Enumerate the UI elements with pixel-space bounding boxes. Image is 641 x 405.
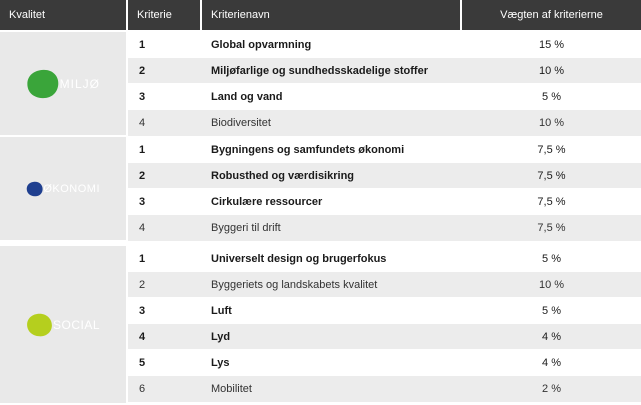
kriterie-num: 1 — [139, 143, 146, 156]
kriterie-name: Cirkulære ressourcer — [211, 195, 323, 208]
okonomi-blob-icon — [26, 155, 43, 223]
kriterie-name: Land og vand — [211, 90, 283, 103]
social-badge — [26, 291, 100, 359]
kriterie-pct: 7,5 % — [537, 169, 566, 182]
social-label: SOCIAL — [52, 317, 100, 332]
table-row — [128, 298, 641, 324]
kriterie-pct: 10 % — [538, 117, 565, 129]
kriterie-num: 4 — [139, 117, 146, 129]
header-kriterienavn: Kriterienavn — [202, 0, 460, 30]
kriterie-name: Byggeriets og landskabets kvalitet — [211, 278, 378, 291]
quality-cell — [0, 137, 126, 240]
kriterie-pct: 2 % — [542, 383, 561, 395]
table-row — [128, 246, 641, 272]
kriterie-pct: 4 % — [542, 356, 561, 369]
kriterie-pct: 7,5 % — [537, 195, 566, 208]
kriterie-name: Miljøfarlige og sundhedsskadelige stoffer — [211, 64, 428, 77]
table-row — [128, 324, 641, 350]
okonomi-label: ØKONOMI — [43, 182, 100, 195]
kriterie-num: 2 — [139, 278, 146, 291]
header-vaegt: Vægten af kriterierne — [462, 0, 641, 30]
kriterie-pct: 10 % — [538, 278, 565, 291]
kriterie-name: Lyd — [211, 330, 231, 343]
kriterie-num: 1 — [139, 38, 146, 51]
kriterie-num: 4 — [139, 222, 146, 234]
group-okonomi — [0, 137, 641, 241]
kriterie-num: 6 — [139, 383, 146, 395]
kriterie-name: Universelt design og brugerfokus — [211, 252, 387, 265]
social-blob-icon — [26, 291, 53, 359]
kriterie-name: Robusthed og værdisikring — [211, 169, 355, 182]
okonomi-badge — [26, 155, 100, 223]
kriterie-pct: 5 % — [542, 252, 561, 265]
kriterie-name: Luft — [211, 304, 232, 317]
kriterie-name: Biodiversitet — [211, 117, 271, 129]
table-row — [128, 189, 641, 215]
kriterie-num: 3 — [139, 90, 146, 103]
kriterie-num: 2 — [139, 169, 146, 182]
group-rows — [128, 32, 641, 136]
table-header — [0, 0, 641, 30]
table-row — [128, 215, 641, 241]
table-row — [128, 84, 641, 110]
miljo-label: MILJØ — [59, 76, 100, 91]
kriterie-pct: 5 % — [542, 304, 561, 317]
miljo-badge — [26, 50, 100, 118]
group-rows — [128, 246, 641, 403]
table-row — [128, 58, 641, 84]
kriterie-num: 2 — [139, 64, 146, 77]
miljo-blob-icon — [26, 50, 60, 118]
kriterie-name: Byggeri til drift — [211, 222, 281, 234]
group-social — [0, 246, 641, 403]
header-kriterie: Kriterie — [128, 0, 200, 30]
header-kvalitet: Kvalitet — [0, 0, 126, 30]
kriterie-pct: 5 % — [542, 90, 561, 103]
quality-cell — [0, 32, 126, 135]
kriterie-name: Global opvarmning — [211, 38, 312, 51]
table-row — [128, 350, 641, 376]
table-row — [128, 32, 641, 58]
kriterie-pct: 7,5 % — [537, 143, 566, 156]
kriterie-pct: 10 % — [538, 64, 565, 77]
kriterie-name: Bygningens og samfundets økonomi — [211, 143, 405, 156]
table-row — [128, 110, 641, 136]
kriterie-num: 3 — [139, 304, 146, 317]
table-row — [128, 376, 641, 402]
group-miljo — [0, 32, 641, 136]
kriterie-pct: 7,5 % — [537, 222, 566, 234]
kriterie-name: Lys — [211, 356, 230, 369]
kriterie-name: Mobilitet — [211, 383, 252, 395]
kriterie-num: 4 — [139, 330, 146, 343]
kriterie-num: 5 — [139, 356, 146, 369]
kriterie-pct: 15 % — [538, 38, 565, 51]
table-row — [128, 163, 641, 189]
table-row — [128, 137, 641, 163]
kriterie-num: 1 — [139, 252, 146, 265]
quality-cell — [0, 246, 126, 403]
table-row — [128, 272, 641, 298]
kriterie-num: 3 — [139, 195, 146, 208]
kriterie-pct: 4 % — [542, 330, 561, 343]
group-rows — [128, 137, 641, 241]
